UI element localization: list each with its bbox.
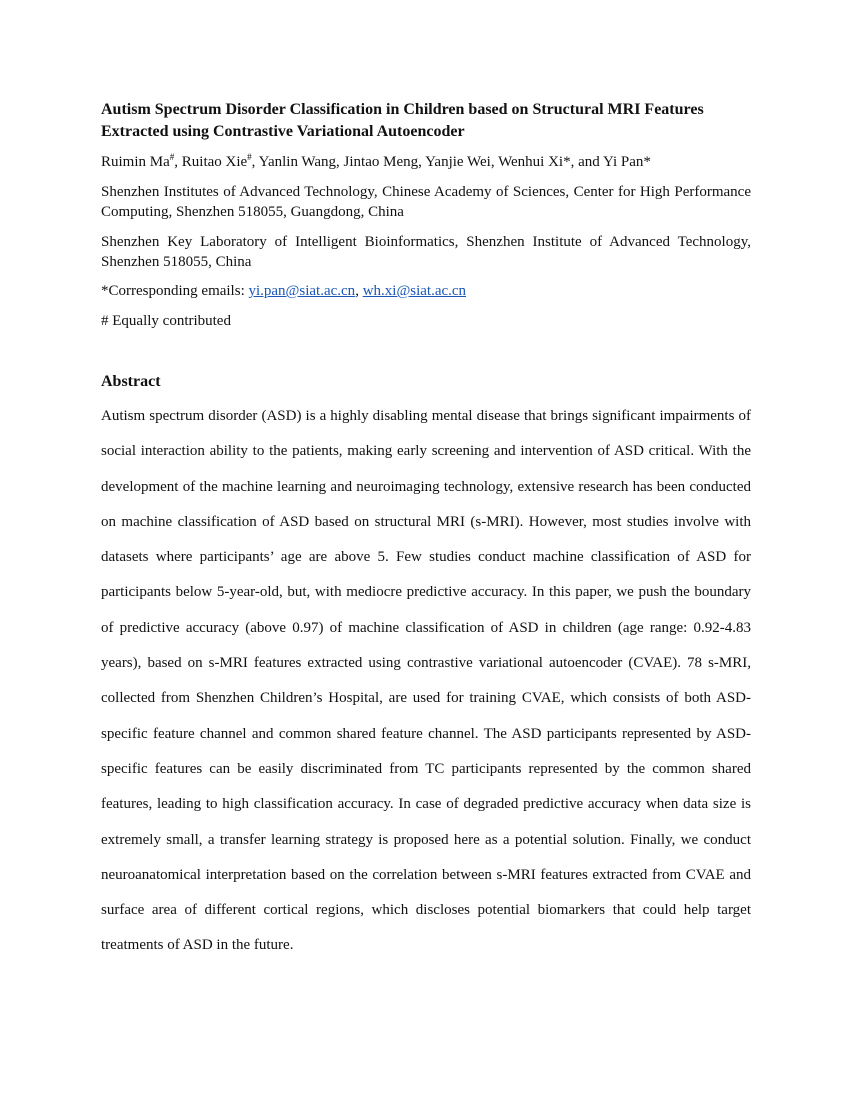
author-name: Wenhui Xi*: [498, 154, 571, 170]
email-link-xi[interactable]: wh.xi@siat.ac.cn: [362, 283, 467, 299]
author-separator: ,: [174, 154, 182, 170]
author-name: Yanjie Wei: [425, 154, 491, 170]
emails-label: *Corresponding emails:: [101, 283, 249, 299]
affiliation-1: Shenzhen Institutes of Advanced Technology, Chinese Academy of Sciences, Center for High Performance Computing, Shenzhen 518055, Guangdong, China: [101, 184, 751, 220]
equal-contribution-note: # Equally contributed: [101, 313, 231, 329]
author-name: Jintao Meng: [343, 154, 419, 170]
abstract-body: Autism spectrum disorder (ASD) is a highly disabling mental disease that brings significant impairments of social interaction ability to the patients, making early screening and intervention of ASD critical. With the development of the machine learning and neuroimaging technology, extensive research has been conducted on machine classification of ASD based on structural MRI (s-MRI). However, most studies involve with datasets where participants’ age are above 5. Few studies conduct machine classification of ASD for participants below 5-year-old, but, with mediocre predictive accuracy. In this paper, we push the boundary of predictive accuracy (above 0.97) of machine classification of ASD in children (age range: 0.92-4.83 years), based on s-MRI features extracted using contrastive variational autoencoder (CVAE). 78 s-MRI, collected from Shenzhen Children’s Hospital, are used for training CVAE, which consists of both ASD-specific feature channel and common shared feature channel. The ASD participants represented by ASD-specific features can be easily discriminated from TC participants represented by the common shared features, leading to high classification accuracy. In case of degraded predictive accuracy when data size is extremely small, a transfer learning strategy is proposed here as a potential solution. Finally, we conduct neuroanatomical interpretation based on the correlation between s-MRI features extracted from CVAE and surface area of different cortical regions, which discloses potential biomarkers that could help target treatments of ASD in the future.: [101, 408, 751, 954]
author-name: Ruitao Xie: [181, 154, 248, 170]
author-separator: , and: [570, 154, 603, 170]
author-separator: ,: [251, 154, 259, 170]
abstract-heading: Abstract: [101, 373, 161, 390]
author-name: Ruimin Ma: [101, 154, 170, 170]
paper-title: [101, 99, 751, 143]
author-mark: #: [169, 152, 175, 162]
paper-title-line-2: Extracted using Contrastive Variational Autoencoder: [101, 123, 465, 140]
author-separator: ,: [418, 154, 426, 170]
email-separator: ,: [355, 283, 363, 299]
corresponding-emails: [101, 281, 751, 301]
author-list: [101, 152, 751, 172]
author-mark: #: [247, 152, 252, 162]
email-link-pan[interactable]: yi.pan@siat.ac.cn: [248, 283, 356, 299]
affiliation-2: Shenzhen Key Laboratory of Intelligent Bioinformatics, Shenzhen Institute of Advanced Technology, Shenzhen 518055, China: [101, 234, 751, 270]
paper-title-line-1: Autism Spectrum Disorder Classification in Children based on Structural MRI Features: [101, 101, 704, 118]
author-name: Yanlin Wang: [258, 154, 337, 170]
author-name: Yi Pan*: [602, 154, 651, 170]
author-separator: ,: [490, 154, 499, 170]
author-separator: ,: [336, 154, 344, 170]
